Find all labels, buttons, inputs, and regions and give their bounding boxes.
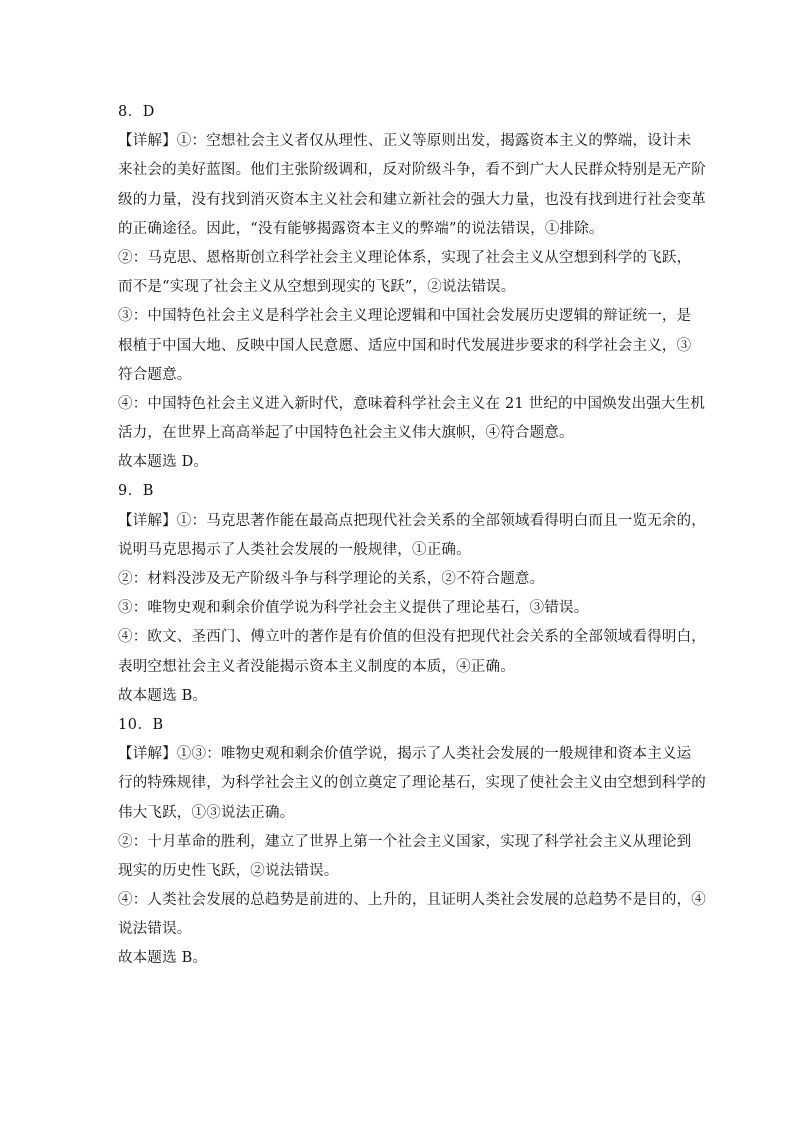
explanation-line: 现实的历史性飞跃，②说法错误。 [118,862,339,879]
explanation-line: ④：中国特色社会主义进入新时代，意味着科学社会主义在 21 世纪的中国焕发出强大生机 [118,395,706,412]
answer-conclusion: 故本题选 B。 [118,687,208,704]
question-number-10: 10．B [118,716,164,733]
question-number-8: 8．D [118,104,155,120]
explanation-line: 【详解】①③：唯物史观和剩余价值学说，揭示了人类社会发展的一般规律和资本主义运 [118,746,692,763]
explanation-line: 说法错误。 [118,921,192,938]
explanation-line: ③：中国特色社会主义是科学社会主义理论逻辑和中国社会发展历史逻辑的辩证统一，是 [118,308,692,325]
explanation-line: ②：马克思、恩格斯创立科学社会主义理论体系，实现了社会主义从空想到科学的飞跃， [118,249,692,266]
explanation-line: 根植于中国大地、反映中国人民意愿、适应中国和时代发展进步要求的科学社会主义，③ [118,337,692,354]
explanation-line: 伟大飞跃，①③说法正确。 [118,804,295,821]
question-number-9: 9．B [118,483,154,500]
answer-conclusion: 故本题选 B。 [118,950,208,967]
explanation-line: ③：唯物史观和剩余价值学说为科学社会主义提供了理论基石，③错误。 [118,600,589,617]
explanation-line: 活力，在世界上高高举起了中国特色社会主义伟大旗帜，④符合题意。 [118,425,574,442]
explanation-line: 的正确途径。因此，“没有能够揭露资本主义的弊端”的说法错误，①排除。 [118,220,604,237]
explanation-line: 级的力量，没有找到消灭资本主义社会和建立新社会的强大力量，也没有找到进行社会变革 [118,191,706,208]
explanation-line: ④：人类社会发展的总趋势是前进的、上升的，且证明人类社会发展的总趋势不是目的，④ [118,892,706,909]
explanation-line: 说明马克思揭示了人类社会发展的一般规律，①正确。 [118,541,471,558]
explanation-line: 来社会的美好蓝图。他们主张阶级调和，反对阶级斗争，看不到广大人民群众特别是无产阶 [118,162,706,179]
explanation-line: ②：材料没涉及无产阶级斗争与科学理论的关系，②不符合题意。 [118,571,545,587]
explanation-line: 表明空想社会主义者没能揭示资本主义制度的本质，④正确。 [118,658,515,675]
explanation-line: ④：欧文、圣西门、傅立叶的著作是有价值的但没有把现代社会关系的全部领域看得明白， [118,629,706,646]
explanation-line: 【详解】①：马克思著作能在最高点把现代社会关系的全部领域看得明白而且一览无余的， [118,512,706,529]
explanation-line: ②：十月革命的胜利，建立了世界上第一个社会主义国家，实现了科学社会主义从理论到 [118,833,692,850]
explanation-line: 符合题意。 [118,366,192,383]
explanation-line: 而不是“实现了社会主义从空想到现实的飞跃”，②说法错误。 [118,279,516,296]
explanation-line: 行的特殊规律，为科学社会主义的创立奠定了理论基石，实现了使社会主义由空想到科学的 [118,775,706,792]
explanation-line: 【详解】①：空想社会主义者仅从理性、正义等原则出发，揭露资本主义的弊端，设计未 [118,133,692,150]
answer-document [118,102,706,978]
answer-conclusion: 故本题选 D。 [118,454,209,471]
